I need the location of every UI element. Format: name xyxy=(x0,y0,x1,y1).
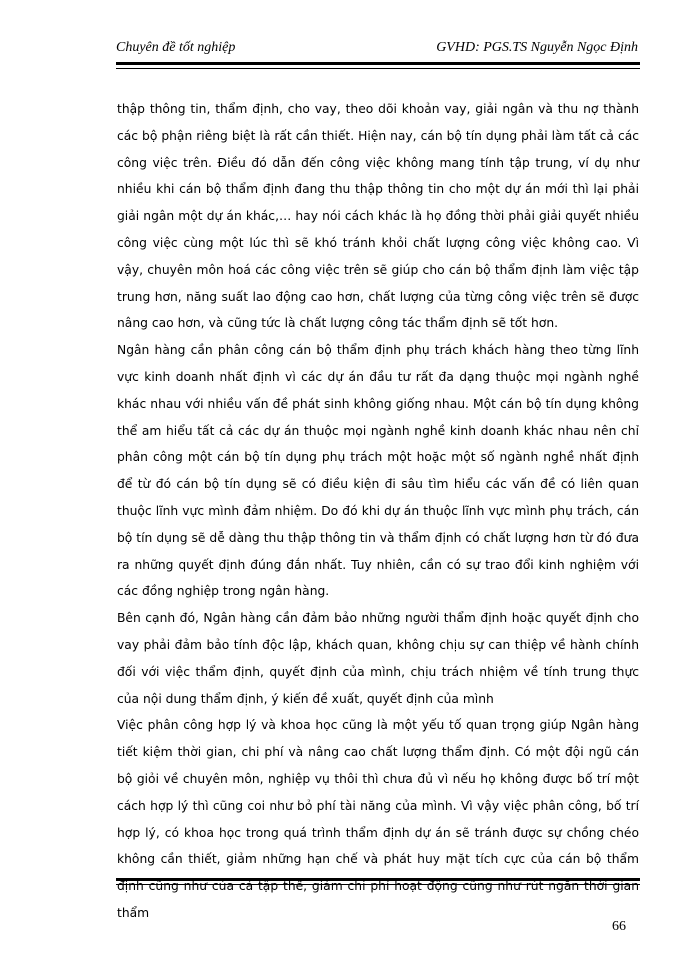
header-document-type: Chuyên đề tốt nghiệp xyxy=(116,40,236,55)
footer-rule xyxy=(116,878,640,885)
paragraph: Bên cạnh đó, Ngân hàng cần đảm bảo những người thẩm định hoặc quyết định cho vay phải đảm bảo tính độc lập, khách quan, không chịu sự can thiệp về hành chính đối với việc thẩm định, quyết định của mình, chịu trách nhiệm về tính trung thực của nội dung thẩm định, ý kiến đề xuất, quyết định của mình xyxy=(117,611,639,706)
paragraph: Ngân hàng cần phân công cán bộ thẩm định phụ trách khách hàng theo từng lĩnh vực kinh doanh nhất định vì các dự án đầu tư rất đa dạng thuộc mọi ngành nghề khác nhau với nhiều vấn đề phát sinh không giống nhau. Một cán bộ tín dụng không thể am hiểu tất cả các dự án thuộc mọi ngành nghề kinh doanh khác nhau nên chỉ phân công một cán bộ tín dụng phụ trách một hoặc một số ngành nghề nhất định để từ đó cán bộ tín dụng sẽ có điều kiện đi sâu tìm hiểu các vấn đề có liên quan thuộc lĩnh vực mình đảm nhiệm. Do đó khi dự án thuộc lĩnh vực mình phụ trách, cán bộ tín dụng sẽ dễ dàng thu thập thông tin và thẩm định có chất lượng hơn từ đó đưa ra những quyết định đúng đắn nhất. Tuy nhiên, cần có sự trao đổi kinh nghiệm với các đồng nghiệp trong ngân hàng. xyxy=(117,343,639,599)
body-text xyxy=(117,96,639,927)
page-number: 66 xyxy=(612,919,626,934)
header-rule xyxy=(116,62,640,69)
paragraph: Việc phân công hợp lý và khoa học cũng là một yếu tố quan trọng giúp Ngân hàng tiết kiệm thời gian, chi phí và nâng cao chất lượng thẩm định. Có một đội ngũ cán bộ giỏi về chuyên môn, nghiệp vụ thôi thì chưa đủ vì nếu họ không được bố trí một cách hợp lý thì cũng coi như bỏ phí tài năng của mình. Vì vậy việc phân công, bố trí hợp lý, có khoa học trong quá trình thẩm định dự án sẽ tránh được sự chồng chéo không cần thiết, giảm những hạn chế và phát huy mặt tích cực của cán bộ thẩm định cũng như của cả tập thể, giảm chi phí hoạt động cũng như rút ngắn thời gian thẩm xyxy=(117,718,639,920)
paragraph: thập thông tin, thẩm định, cho vay, theo dõi khoản vay, giải ngân và thu nợ thành các bộ phận riêng biệt là rất cần thiết. Hiện nay, cán bộ tín dụng phải làm tất cả các công việc trên. Điều đó dẫn đến công việc không mang tính tập trung, ví dụ như nhiều khi cán bộ thẩm định đang thu thập thông tin cho một dự án mới thì lại phải giải ngân một dự án khác,… hay nói cách khác là họ đồng thời phải giải quyết nhiều công việc cùng một lúc thì sẽ khó tránh khỏi chất lượng công việc không cao. Vì vậy, chuyên môn hoá các công việc trên sẽ giúp cho cán bộ thẩm định làm việc tập trung hơn, năng suất lao động cao hơn, chất lượng của từng công việc trên sẽ được nâng cao hơn, và cũng tức là chất lượng công tác thẩm định sẽ tốt hơn. xyxy=(117,102,639,331)
header-supervisor: GVHD: PGS.TS Nguyễn Ngọc Định xyxy=(436,40,638,55)
page-header xyxy=(116,40,638,62)
